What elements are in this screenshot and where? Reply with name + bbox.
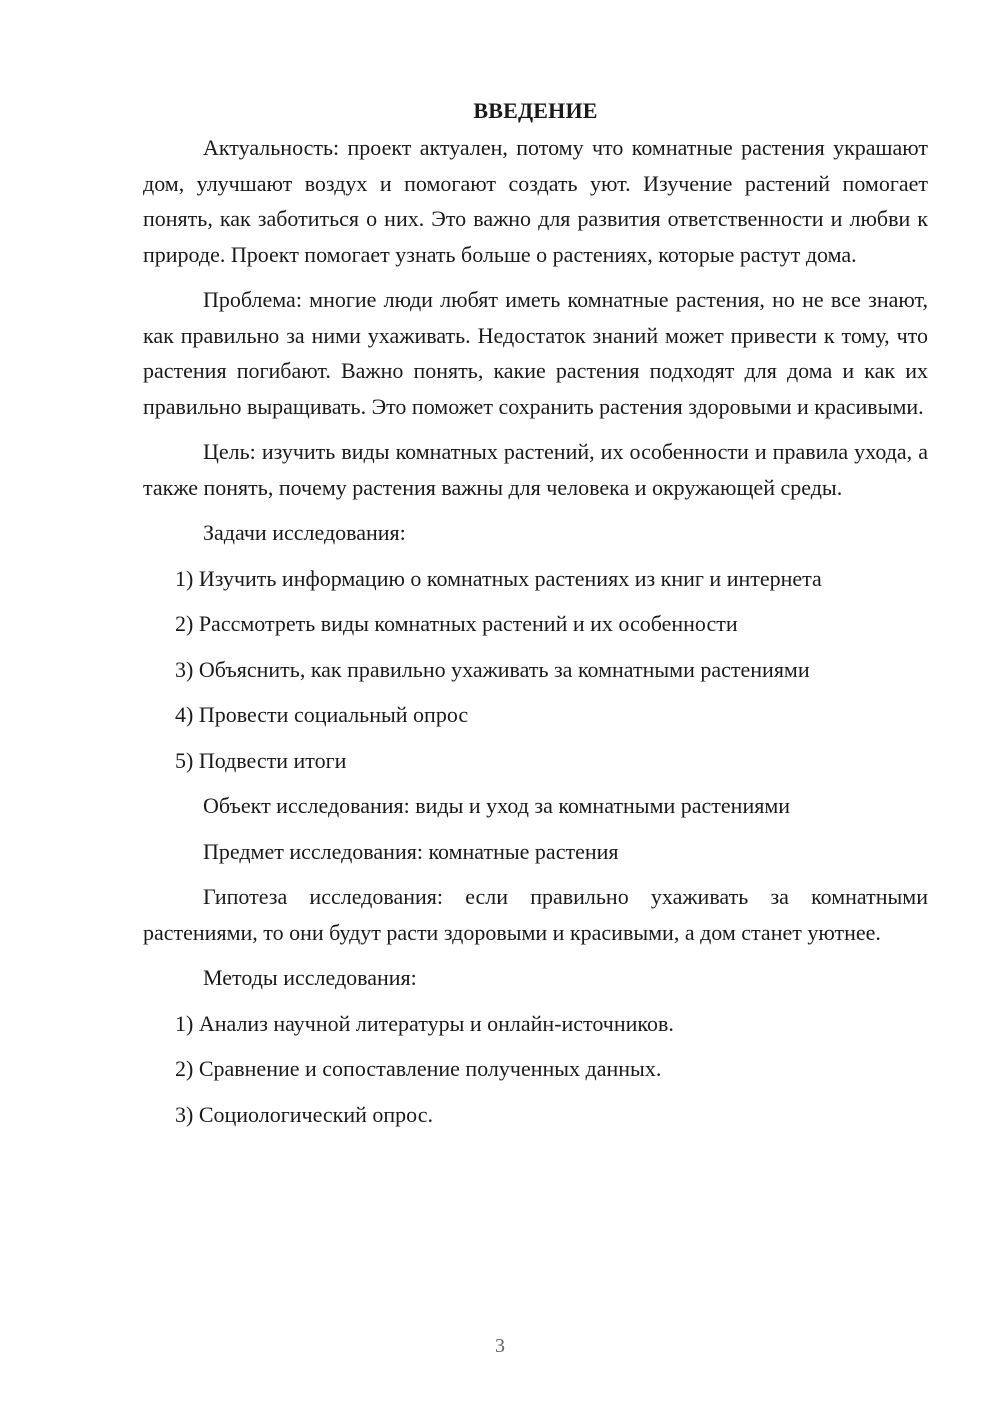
research-subject: Предмет исследования: комнатные растения: [203, 838, 619, 864]
page-content: [143, 94, 928, 1142]
page-number: 3: [495, 1335, 505, 1357]
task-item: 1) Изучить информацию о комнатных растениях из книг и интернета: [175, 565, 822, 591]
research-object: Объект исследования: виды и уход за комнатными растениями: [203, 793, 791, 818]
method-item: 3) Социологический опрос.: [175, 1101, 433, 1127]
hypothesis-paragraph: Гипотеза исследования: если правильно ухаживать за комнатными растениями, то они будут расти здоровыми и красивыми, а дом станет уютнее.: [143, 884, 928, 945]
section-title: ВВЕДЕНИЕ: [473, 98, 598, 123]
method-item: 1) Анализ научной литературы и онлайн-источников.: [175, 1010, 674, 1036]
task-item: 4) Провести социальный опрос: [175, 702, 469, 727]
problem-paragraph: Проблема: многие люди любят иметь комнатные растения, но не все знают, как правильно за ними ухаживать. Недостаток знаний может привести к тому, что растения погибают. Важно понять, какие растения подходят для дома и как их правильно выращивать. Это поможет сохранить растения здоровыми и красивыми.: [143, 287, 928, 419]
task-item: 2) Рассмотреть виды комнатных растений и их особенности: [175, 611, 738, 636]
tasks-list: [143, 561, 928, 779]
methods-list: [143, 1006, 928, 1133]
methods-heading: Методы исследования:: [203, 965, 417, 990]
tasks-heading: Задачи исследования:: [203, 520, 406, 545]
goal-paragraph: Цель: изучить виды комнатных растений, их особенности и правила ухода, а также понять, почему растения важны для человека и окружающей среды.: [143, 439, 928, 500]
relevance-paragraph: Актуальность: проект актуален, потому что комнатные растения украшают дом, улучшают воздух и помогают создать уют. Изучение растений помогает понять, как заботиться о них. Это важно для развития ответственности и любви к природе. Проект помогает узнать больше о растениях, которые растут дома.: [143, 135, 928, 267]
task-item: 5) Подвести итоги: [175, 747, 347, 773]
method-item: 2) Сравнение и сопоставление полученных данных.: [175, 1056, 662, 1081]
task-item: 3) Объяснить, как правильно ухаживать за комнатными растениями: [175, 656, 810, 682]
